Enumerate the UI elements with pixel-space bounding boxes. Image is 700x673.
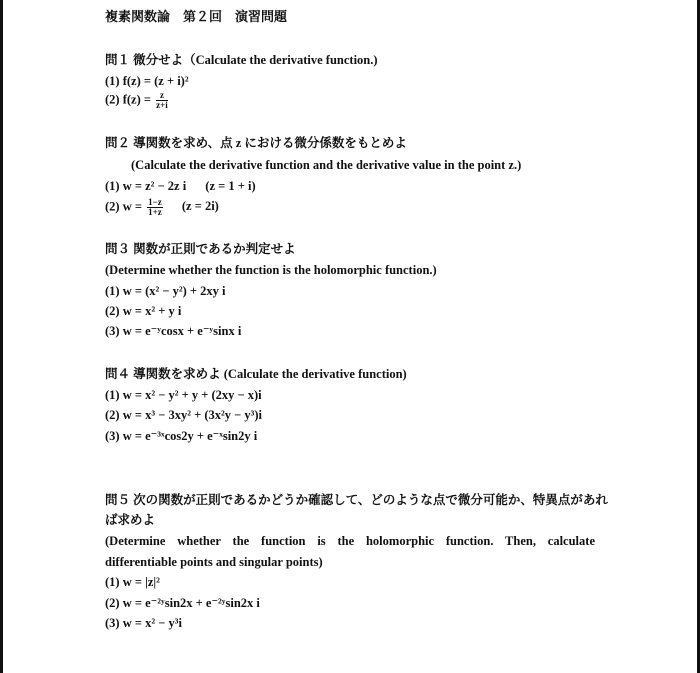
q1-item-2-lhs: f(z) = xyxy=(122,92,151,107)
fraction-numerator: 1−z xyxy=(148,197,162,207)
q2-item-1-cond: (z = 1 + i) xyxy=(205,179,256,193)
q5-header-line-2: ば求めよ xyxy=(105,513,156,527)
q3-item-1-expr: w = (x² − y²) + 2xy i xyxy=(122,284,226,298)
q1-item-1 xyxy=(105,73,189,89)
q5-item-2-expr: w = e⁻²ʸsin2x + e⁻²ʸsin2x i xyxy=(122,596,260,610)
q4-item-3-expr: w = e⁻³ˣcos2y + e⁻ˣsin2y i xyxy=(122,429,258,443)
fraction-numerator: z xyxy=(156,91,168,101)
q2-item-2-cond: (z = 2i) xyxy=(181,199,219,214)
q3-item-2-label: (2) xyxy=(105,304,120,318)
q5-item-3 xyxy=(105,615,182,631)
q1-header: 問１ 微分せよ（Calculate the derivative function.) xyxy=(105,53,378,67)
q5-item-3-label: (3) xyxy=(105,616,120,630)
q2-item-2-label: (2) xyxy=(105,199,120,214)
q3-subtitle: (Determine whether the function is the holomorphic function.) xyxy=(105,263,437,277)
q1-item-1-label: (1) xyxy=(105,74,120,88)
q3-item-2 xyxy=(105,303,181,319)
q5-subtitle-line-1: (Determine whether the function is the holomorphic function. Then, calculate xyxy=(105,534,595,548)
q1-item-2-fraction xyxy=(156,91,168,110)
q2-header: 問２ 導関数を求め、点 z における微分係数をもとめよ xyxy=(105,136,407,150)
q4-item-2-label: (2) xyxy=(105,408,120,422)
q3-header: 問３ 関数が正則であるか判定せよ xyxy=(105,242,296,256)
q4-item-3 xyxy=(105,428,257,444)
q3-item-3 xyxy=(105,323,241,339)
q5-item-1-expr: w = |z|² xyxy=(122,575,160,589)
q3-item-2-expr: w = x² + y i xyxy=(122,304,182,318)
q2-item-1-expr: w = z² − 2z i xyxy=(122,179,187,193)
q1-item-2 xyxy=(105,91,170,110)
q3-item-1-label: (1) xyxy=(105,284,120,298)
q4-item-1 xyxy=(105,387,262,403)
q4-item-1-label: (1) xyxy=(105,388,120,402)
q4-header: 問４ 導関数を求めよ (Calculate the derivative function) xyxy=(105,367,407,381)
q5-subtitle-line-2: differentiable points and singular points) xyxy=(105,555,323,569)
q4-item-2-expr: w = x³ − 3xy² + (3x²y − y³)i xyxy=(122,408,263,422)
q4-item-3-label: (3) xyxy=(105,429,120,443)
document-title: 複素関数論 第２回 演習問題 xyxy=(105,9,288,24)
q4-item-2 xyxy=(105,407,262,423)
q3-item-3-expr: w = e⁻ʸcosx + e⁻ʸsinx i xyxy=(122,324,242,338)
q3-item-1 xyxy=(105,283,226,299)
q3-item-3-label: (3) xyxy=(105,324,120,338)
q4-item-1-expr: w = x² − y² + y + (2xy − x)i xyxy=(122,388,262,402)
q2-item-2-fraction xyxy=(147,198,163,217)
q2-item-2 xyxy=(105,198,219,217)
q1-item-1-expr: f(z) = (z + i)² xyxy=(122,74,189,88)
q2-subtitle: (Calculate the derivative function and the derivative value in the point z.) xyxy=(131,158,522,172)
q5-item-1 xyxy=(105,574,160,590)
q1-item-2-label: (2) xyxy=(105,92,120,107)
q2-item-1-label: (1) xyxy=(105,179,120,193)
q5-header-line-1: 問５ 次の関数が正則であるかどうか確認して、どのような点で微分可能か、特異点があれ xyxy=(105,493,608,507)
q5-item-3-expr: w = x² − y³i xyxy=(122,616,182,630)
q2-item-2-lhs: w = xyxy=(122,199,142,214)
q5-item-2 xyxy=(105,595,260,611)
q2-item-1 xyxy=(105,178,256,194)
q5-item-1-label: (1) xyxy=(105,575,120,589)
fraction-denominator: z+i xyxy=(156,100,168,110)
q5-item-2-label: (2) xyxy=(105,596,120,610)
fraction-denominator: 1+z xyxy=(148,207,162,217)
